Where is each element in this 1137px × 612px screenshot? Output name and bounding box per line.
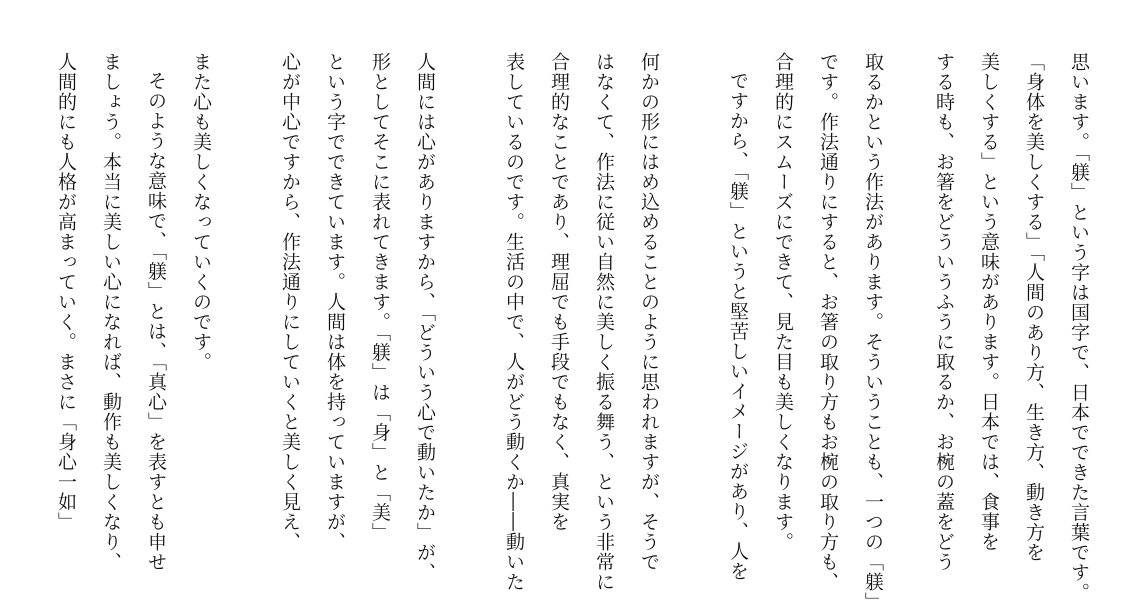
- text-line: 「身体を美しくする」「人間のあり方、生き方、動き方を: [1023, 52, 1045, 563]
- text-line: です。作法通りにすると、お箸の取り方もお椀の取り方も、: [817, 52, 839, 592]
- text-line: 形としてそこに表れてきます。「躾」は「身」と「美」: [369, 52, 391, 543]
- text-line: 何かの形にはめ込めることのように思われますが、そうで: [638, 52, 660, 572]
- text-line: また心も美しくなっていくのです。: [190, 52, 212, 372]
- text-line: そのような意味で、「躾」とは、「真心」を表すとも申せ: [145, 71, 167, 572]
- text-line: 合理的なことであり、理屈でも手段でもなく、真実を: [548, 52, 570, 532]
- text-line: 取るかという作法があります。そういうことも、一つの「躾」: [862, 52, 884, 612]
- text-line: 美しくする」という意味があります。日本では、食事を: [978, 52, 1000, 552]
- text-line: という字でできています。人間は体を持っていますが、: [324, 52, 346, 552]
- vertical-text-body: [31, 52, 1101, 612]
- text-line: 人間には心がありますから、「どういう心で動いたか」が、: [414, 52, 436, 583]
- text-line: 心が中心ですから、作法通りにしていくと美しく見え、: [279, 52, 301, 552]
- text-line: ですから、「躾」というと堅苦しいイメージがあり、人を: [727, 71, 749, 582]
- text-line: はなくて、作法に従い自然に美しく振る舞う、という非常に: [593, 52, 615, 592]
- text-line: する時も、お箸をどういうふうに取るか、お椀の蓋をどう: [933, 52, 955, 572]
- text-line: 思います。「躾」という字は国字で、日本でできた言葉です。: [1068, 52, 1090, 603]
- text-line: 合理的にスムーズにできて、見た目も美しくなります。: [772, 52, 794, 552]
- text-line: 表しているのです。生活の中で、人がどう動くか――動いた: [503, 52, 525, 592]
- text-line: ましょう。本当に美しい心になれば、動作も美しくなり、: [100, 52, 122, 572]
- text-line: 人間的にも人格が高まっていく。まさに「身心一如」: [55, 52, 77, 532]
